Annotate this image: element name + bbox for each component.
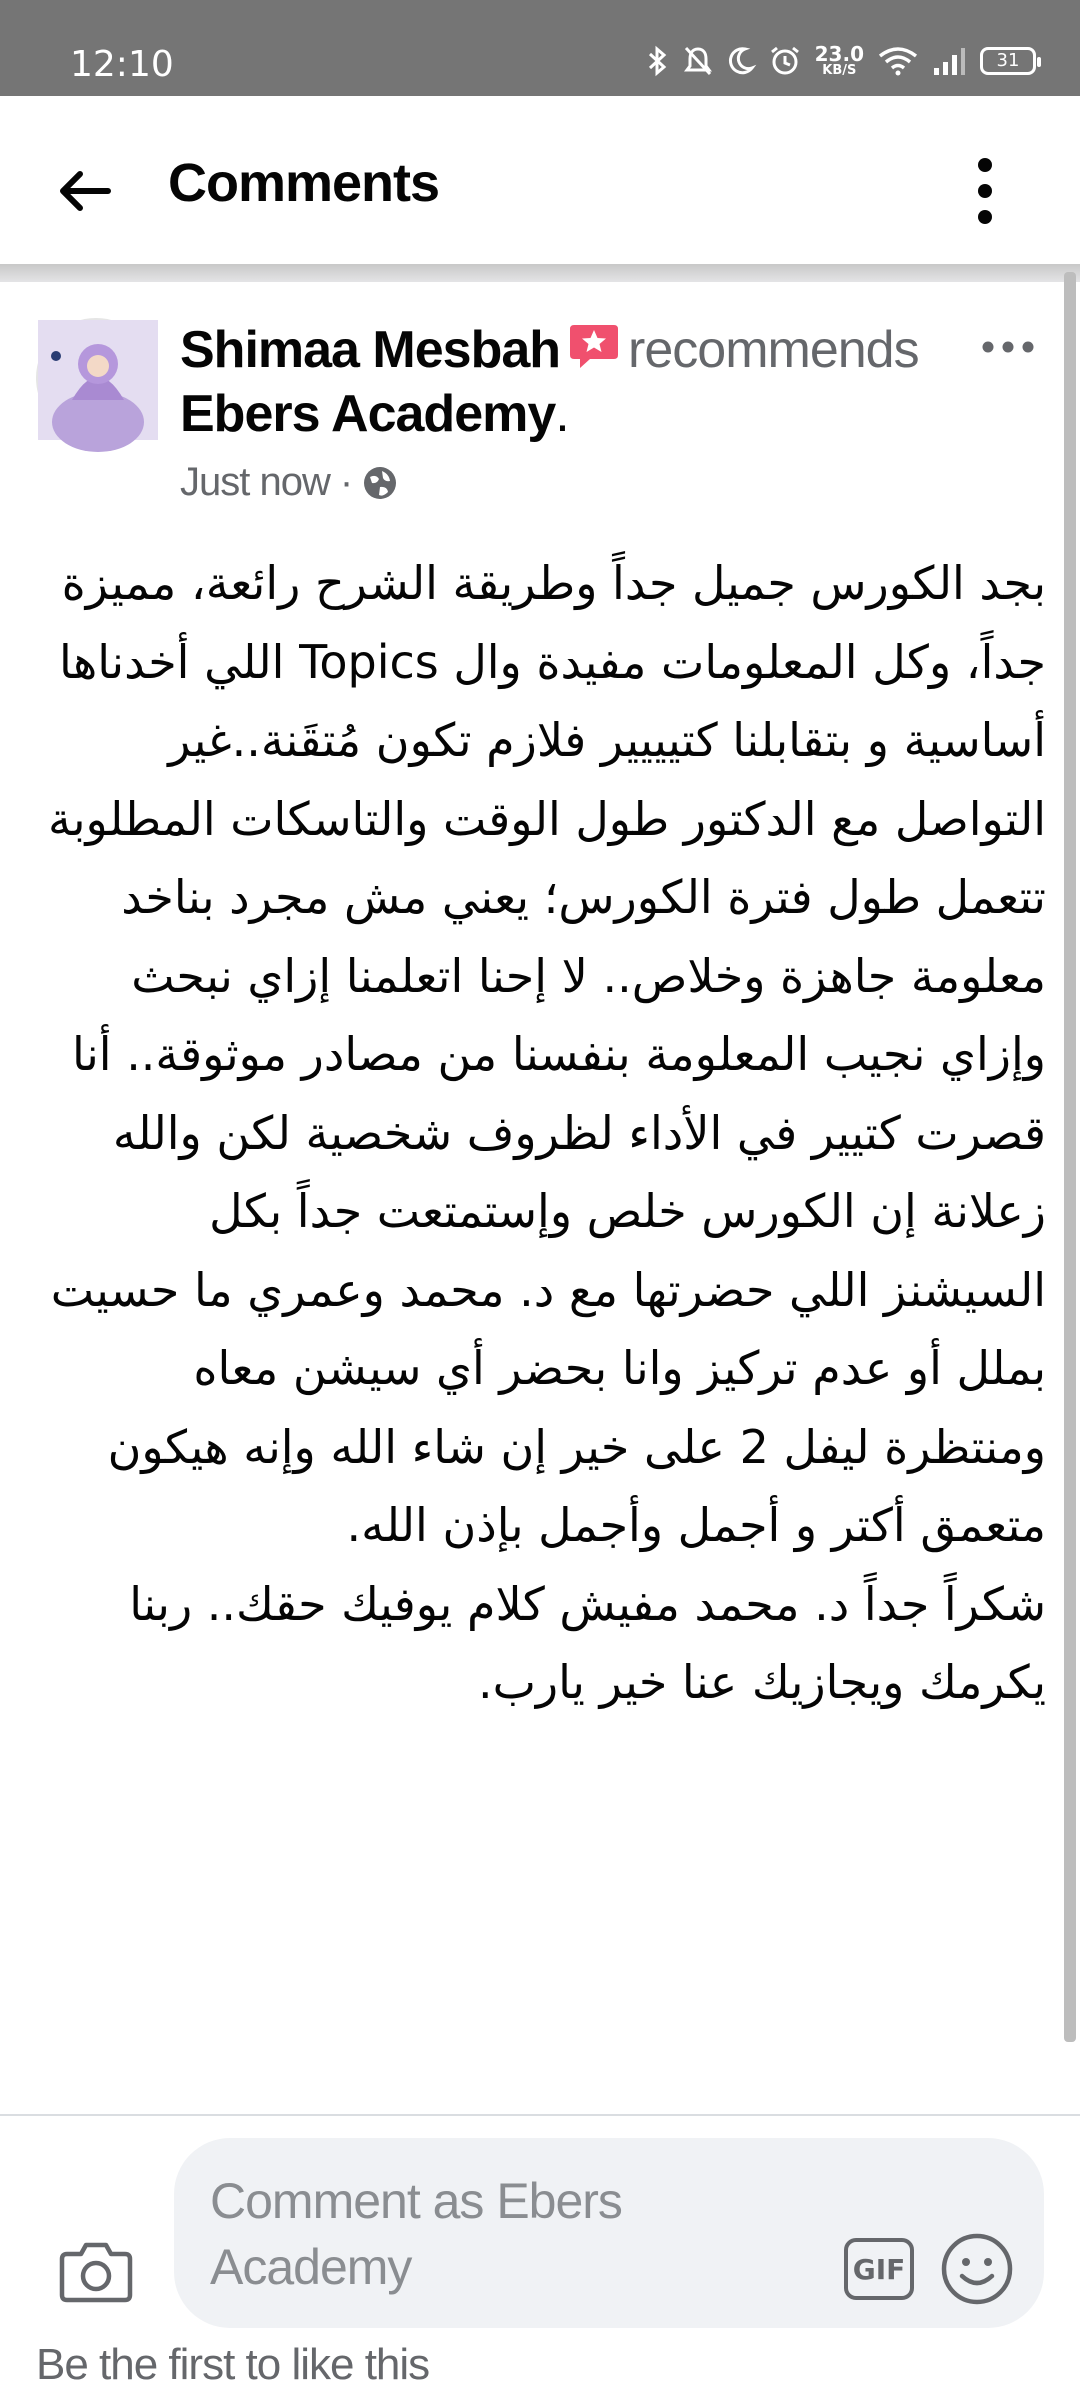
more-horizontal-icon xyxy=(982,341,1034,353)
app-bar-shadow xyxy=(0,264,1080,282)
app-bar xyxy=(0,96,1080,264)
likes-summary: Be the first to like this xyxy=(36,2340,430,2389)
net-speed-unit: KB/S xyxy=(822,63,857,78)
camera-icon xyxy=(59,2240,133,2304)
page-title: Comments xyxy=(168,153,440,213)
recommends-text: recommends xyxy=(628,321,919,379)
status-bar xyxy=(0,0,1080,96)
mute-icon xyxy=(683,45,713,77)
avatar[interactable] xyxy=(36,318,156,438)
moon-icon xyxy=(727,46,755,76)
camera-button[interactable] xyxy=(56,2232,136,2312)
page-suffix: . xyxy=(555,385,569,443)
signal-icon xyxy=(932,46,966,76)
meta-separator: · xyxy=(339,460,353,504)
more-options-button[interactable] xyxy=(940,146,1030,236)
scrollbar[interactable] xyxy=(1064,272,1076,2042)
comment-composer xyxy=(0,2114,1080,2340)
net-speed xyxy=(815,44,864,77)
post-body: بجد الكورس جميل جداً وطريقة الشرح رائعة، مميزة جداً، وكل المعلومات مفيدة وال Topics اللي أخدناها أساسية و بتقابلنا كتيييير فلازم تكون مُتقَنة..غير التواصل مع الدكتور طول الوقت والتاسكات المطلوبة تتعمل طول فترة الكورس؛ يعني مش مجرد بناخد معلومة جاهزة وخلاص.. لا إحنا اتعلمنا إزاي نبحث وإزاي نجيب المعلومة بنفسنا من مصادر موثوقة.. أنا قصرت كتيير في الأداء لظروف شخصية لكن والله زعلانة إن الكورس خلص وإستمتعت جداً بكل السيشنز اللي حضرتها مع د. محمد وعمري ما حسيت بملل أو عدم تركيز وانا بحضر أي سيشن معاه ومنتظرة ليفل 2 على خير إن شاء الله وإنه هيكون متعمق أكتر و أجمل وأجمل بإذن الله. شكراً جداً د. محمد مفيش كلام يوفيك حقك.. ربنا يكرمك ويجازيك عنا خير يارب. xyxy=(48,556,1046,1709)
avatar-image xyxy=(38,320,158,440)
smiley-icon[interactable] xyxy=(940,2232,1014,2306)
net-speed-value: 23.0 xyxy=(814,42,864,66)
more-vertical-icon xyxy=(975,157,995,225)
comment-input[interactable] xyxy=(174,2138,1044,2328)
status-time: 12:10 xyxy=(70,44,174,85)
comment-placeholder: Comment as Ebers Academy xyxy=(210,2173,622,2295)
globe-icon xyxy=(362,465,398,501)
post-more-button[interactable] xyxy=(968,322,1048,372)
post-meta xyxy=(180,460,398,505)
battery-icon: 31 xyxy=(980,47,1036,75)
page-name[interactable]: Ebers Academy xyxy=(180,385,556,443)
wifi-icon xyxy=(878,46,918,76)
gif-button[interactable]: GIF xyxy=(844,2238,914,2300)
status-icons xyxy=(647,44,1036,77)
recommend-badge-icon xyxy=(568,321,620,371)
post-timestamp[interactable]: Just now xyxy=(180,460,330,504)
post-header xyxy=(180,318,980,446)
arrow-left-icon xyxy=(58,170,112,212)
back-button[interactable] xyxy=(40,146,130,236)
bluetooth-icon xyxy=(647,45,669,77)
author-name[interactable]: Shimaa Mesbah xyxy=(180,321,561,379)
alarm-icon xyxy=(769,45,801,77)
